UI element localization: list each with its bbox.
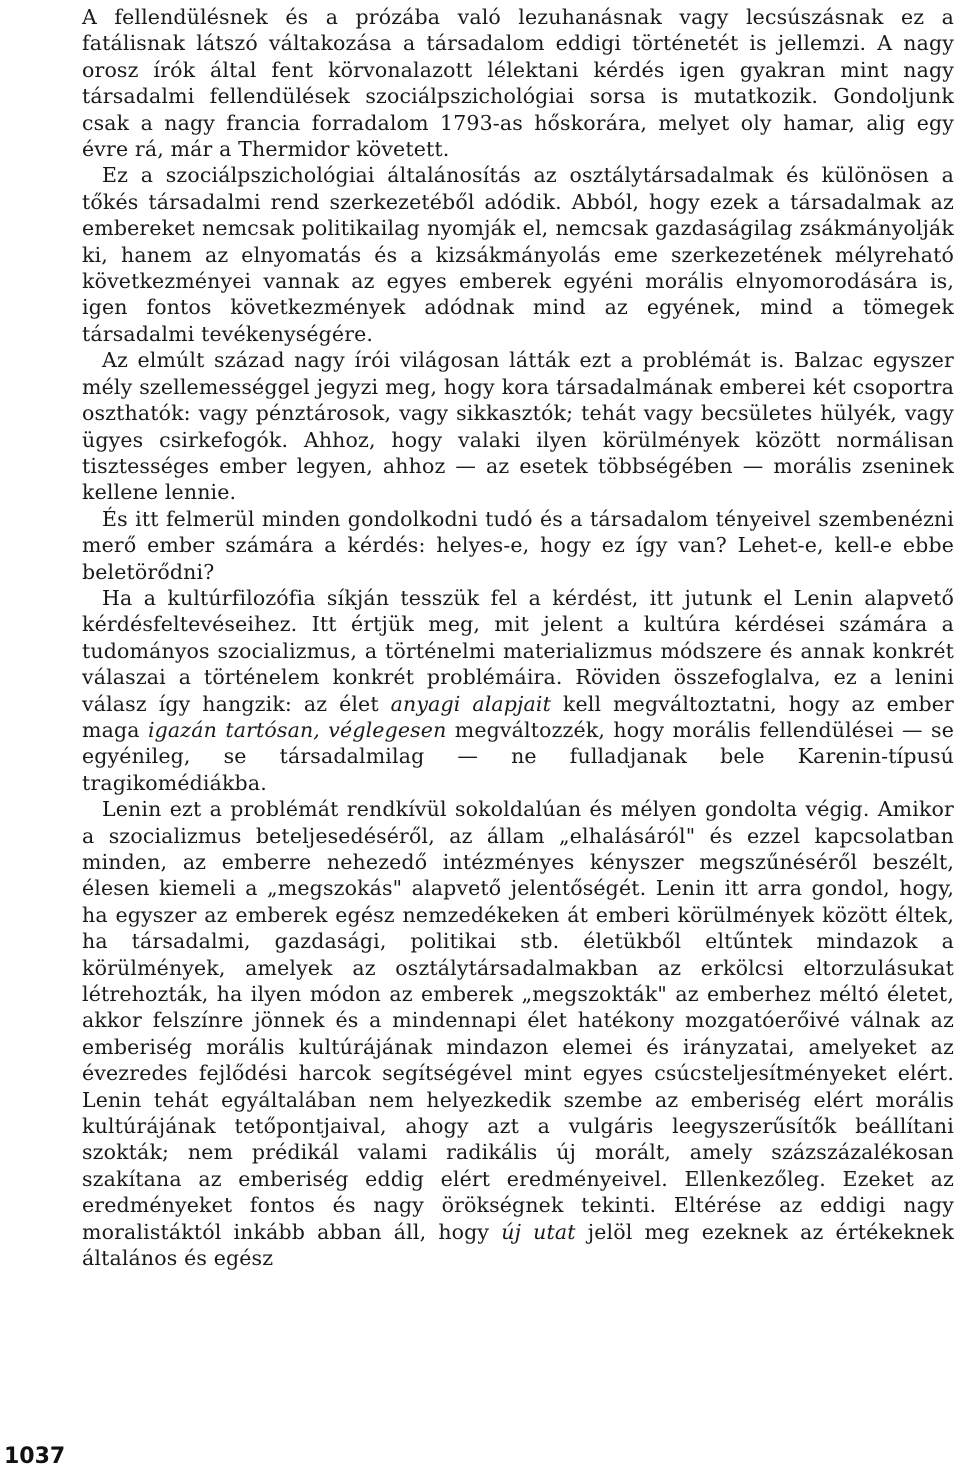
text-run: jelöl meg ezeknek az értékeknek általános és egész <box>82 1219 954 1271</box>
paragraph <box>82 347 954 505</box>
text-run: Lenin ezt a problémát rendkívül sokoldalúan és mélyen gondolta végig. Amikor a szocializmus beteljesedéséről, az állam „elhalásáról" és ezzel kapcsolatban minden, az emberre nehezedő intézményes kényszer megszűnéséről beszélt, élesen kiemeli a „megszokás" alapvető jelentőségét. Lenin itt arra gondol, hogy, ha egyszer az emberek egész nemzedékeken át emberi körülmények között éltek, ha társadalmi, gazdasági, politikai stb. életükből eltűntek mindazok a körülmények, amelyek az osztálytársadalmakban az erkölcsi eltorzulásukat létrehozták, ha ilyen módon az emberek „megszokták" az emberhez méltó életet, akkor felszínre jönnek és a mindennapi élet hatékony mozgatóerőivé válnak az emberiség morális kultúrájának mindazon elemei és irányzatai, amelyeket az évezredes fejlődési harcok segítségével mint egyes csúcsteljesítményeket elért. Lenin tehát egyáltalában nem helyezkedik szembe az emberiség elért morális kultúrájának tetőpontjaival, ahogy azt a vulgáris leegyszerűsítők beállítani szokták; nem prédikál valami radikális új morált, amely százszázalékosan szakítana az emberiség eddig elért eredményeivel. Ellenkezőleg. Ezeket az eredményeket fontos és nagy örökségnek tekinti. Eltérése az eddigi nagy moralistáktól inkább abban áll, hogy <box>82 797 954 1244</box>
paragraph <box>82 162 954 347</box>
text-run: És itt felmerül minden gondolkodni tudó és a társadalom tényeivel szembenézni merő ember számára a kérdés: helyes-e, hogy ez így van? Lehet-e, kell-e ebbe beletörődni? <box>82 506 954 584</box>
text-run: Az elmúlt század nagy írói világosan látták ezt a problémát is. Balzac egyszer mély szellemességgel jegyzi meg, hogy kora társadalmának emberei két csoportra oszthatók: vagy pénztárosok, vagy sikkasztók; tehát vagy becsületes hülyék, vagy ügyes csirkefogók. Ahhoz, hogy valaki ilyen körülmények között normálisan tisztességes ember legyen, ahhoz — az esetek többségében — morális zseninek kellene lennie. <box>82 348 954 505</box>
emphasized-text: igazán tartósan, véglegesen <box>147 717 447 742</box>
emphasized-text: új utat <box>501 1219 576 1244</box>
text-run: kell megváltoztatni, hogy az ember maga <box>82 691 954 742</box>
page-number: 1037 <box>4 1444 66 1469</box>
text-run: Ez a szociálpszichológiai általánosítás az osztálytársadalmak és különösen a tőkés társadalmi rend szerkezetéből adódik. Abból, hogy ezek a társadalmak az embereket nemcsak politikailag nyomják el, nemcsak gazdaságilag zsákmányolják ki, hanem az elnyomatás és a kizsákmányolás eme szerkezetének mélyreható következményei vannak az egyes emberek egyéni morális elnyomorodására is, igen fontos következmények adódnak mind az egyének, mind a tömegek társadalmi tevékenységére. <box>82 163 954 346</box>
paragraph <box>82 4 954 162</box>
paragraph <box>82 796 954 1271</box>
text-run: Ha a kultúrfilozófia síkján tesszük fel a kérdést, itt jutunk el Lenin alapvető kérdésfeltevéseihez. Itt értjük meg, mit jelent a kultúra kérdései számára a tudományos szocializmus, a történelmi materializmus módszere és annak konkrét válaszai a történelem konkrét problémáira. Röviden összefoglalva, ez a lenini válasz így hangzik: az élet <box>82 585 954 716</box>
paragraph <box>82 506 954 585</box>
text-run: A fellendülésnek és a prózába való lezuhanásnak vagy lecsúszásnak ez a fatálisnak látszó váltakozása a társadalom eddigi történetét is jellemzi. A nagy orosz írók által fent körvonalazott lélektani kérdés igen gyakran mint nagy társadalmi fellendülések szociálpszichológiai sorsa is mutatkozik. Gondoljunk csak a nagy francia forradalom 1793-as hőskorára, melyet oly hamar, alig egy évre rá, már a Thermidor követett. <box>82 5 954 162</box>
paragraph <box>82 585 954 796</box>
body-text <box>82 4 954 1272</box>
text-run: megváltozzék, hogy morális fellendülései — se egyénileg, se társadalmilag — ne fulladjanak bele Karenin-típusú tragikomédiákba. <box>82 717 954 795</box>
emphasized-text: anyagi alapjait <box>390 691 552 716</box>
